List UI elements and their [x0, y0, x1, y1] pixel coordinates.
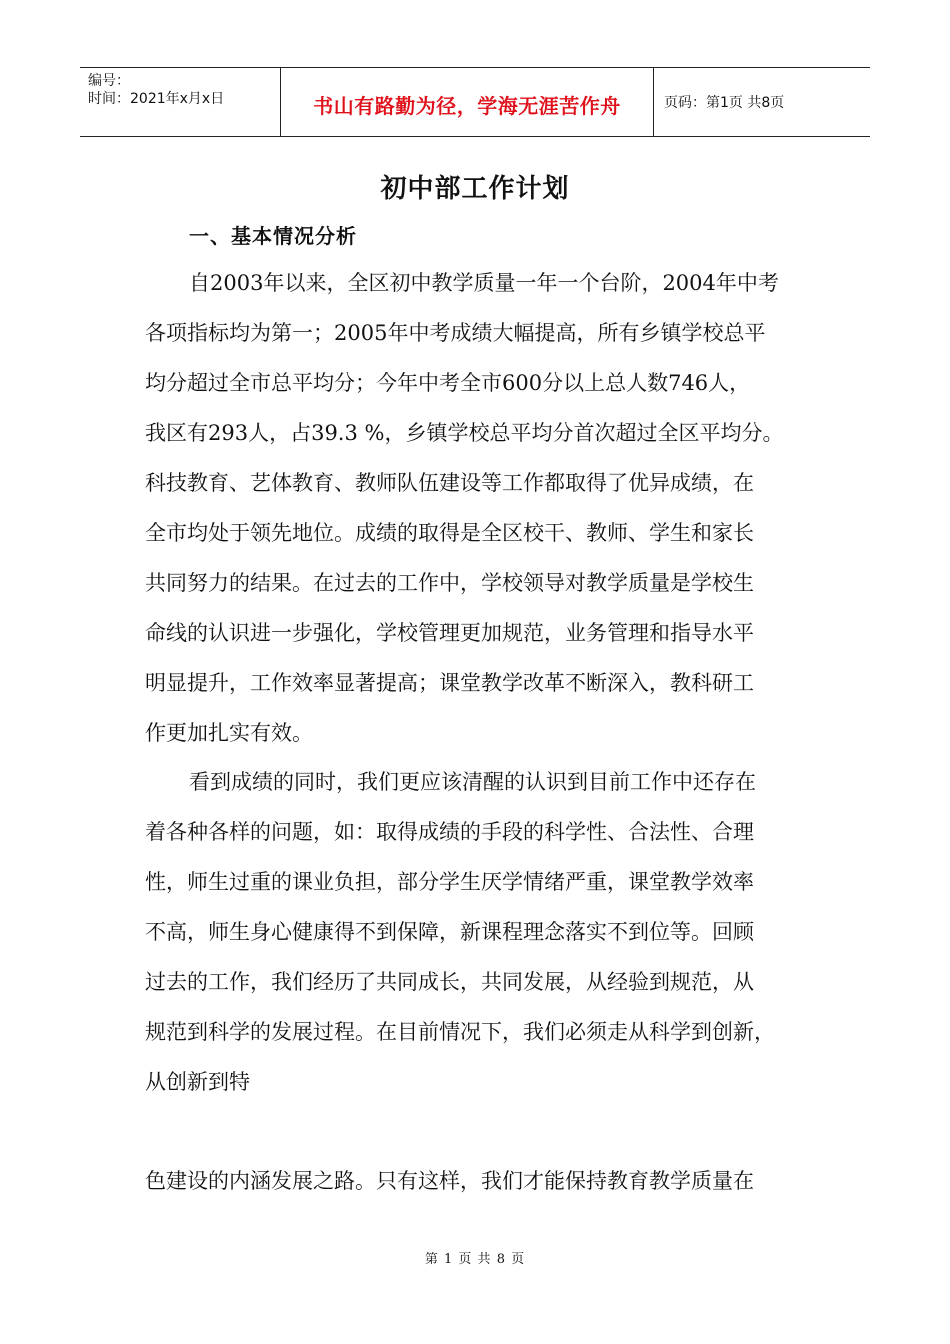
- paragraph-line: 作更加扎实有效。: [145, 721, 313, 745]
- paragraph-1: [145, 258, 830, 758]
- section-heading: 一、基本情况分析: [189, 224, 357, 248]
- paragraph-3: [145, 1156, 830, 1206]
- paragraph-line: 着各种各样的问题，如：取得成绩的手段的科学性、合法性、合理: [145, 820, 754, 844]
- document-title: 初中部工作计划: [380, 174, 570, 204]
- paragraph-line: 科技教育、艺体教育、教师队伍建设等工作都取得了优异成绩，在: [145, 471, 754, 495]
- header-motto: 书山有路勤为径，学海无涯苦作舟: [281, 68, 654, 136]
- paragraph-line: 共同努力的结果。在过去的工作中，学校领导对教学质量是学校生: [145, 571, 754, 595]
- paragraph-line: 各项指标均为第一；2005年中考成绩大幅提高，所有乡镇学校总平: [145, 321, 766, 345]
- paragraph-line: 性，师生过重的课业负担，部分学生厌学情绪严重，课堂教学效率: [145, 870, 754, 894]
- paragraph-line: 均分超过全市总平均分；今年中考全市600分以上总人数746人，: [145, 371, 751, 395]
- paragraph-line: 过去的工作，我们经历了共同成长，共同发展，从经验到规范，从: [145, 970, 754, 994]
- paragraph-line: 规范到科学的发展过程。在目前情况下，我们必须走从科学到创新，: [145, 1020, 775, 1044]
- paragraph-line: 全市均处于领先地位。成绩的取得是全区校干、教师、学生和家长: [145, 521, 754, 545]
- paragraph-line: 命线的认识进一步强化，学校管理更加规范，业务管理和指导水平: [145, 621, 754, 645]
- page-header: [80, 67, 870, 137]
- paragraph-line: 色建设的内涵发展之路。只有这样，我们才能保持教育教学质量在: [145, 1169, 754, 1193]
- paragraph-line: 我区有293人，占39.3 %，乡镇学校总平均分首次超过全区平均分。: [145, 421, 784, 445]
- paragraph-line: 看到成绩的同时，我们更应该清醒的认识到目前工作中还存在: [189, 770, 756, 794]
- paragraph-line: 从创新到特: [145, 1070, 250, 1094]
- header-page-number: 页码：第1页 共8页: [664, 95, 785, 111]
- paragraph-line: 明显提升，工作效率显著提高；课堂教学改革不断深入，教科研工: [145, 671, 754, 695]
- header-meta: [80, 68, 281, 136]
- document-number-label: 编号：: [88, 73, 130, 89]
- page-footer: 第 1 页 共 8 页: [424, 1252, 526, 1267]
- paragraph-line: 不高，师生身心健康得不到保障，新课程理念落实不到位等。回顾: [145, 920, 754, 944]
- paragraph-2: [145, 757, 830, 1107]
- document-date-label: 时间：2021年x月x日: [88, 91, 225, 107]
- paragraph-line: 自2003年以来，全区初中教学质量一年一个台阶，2004年中考: [189, 271, 779, 295]
